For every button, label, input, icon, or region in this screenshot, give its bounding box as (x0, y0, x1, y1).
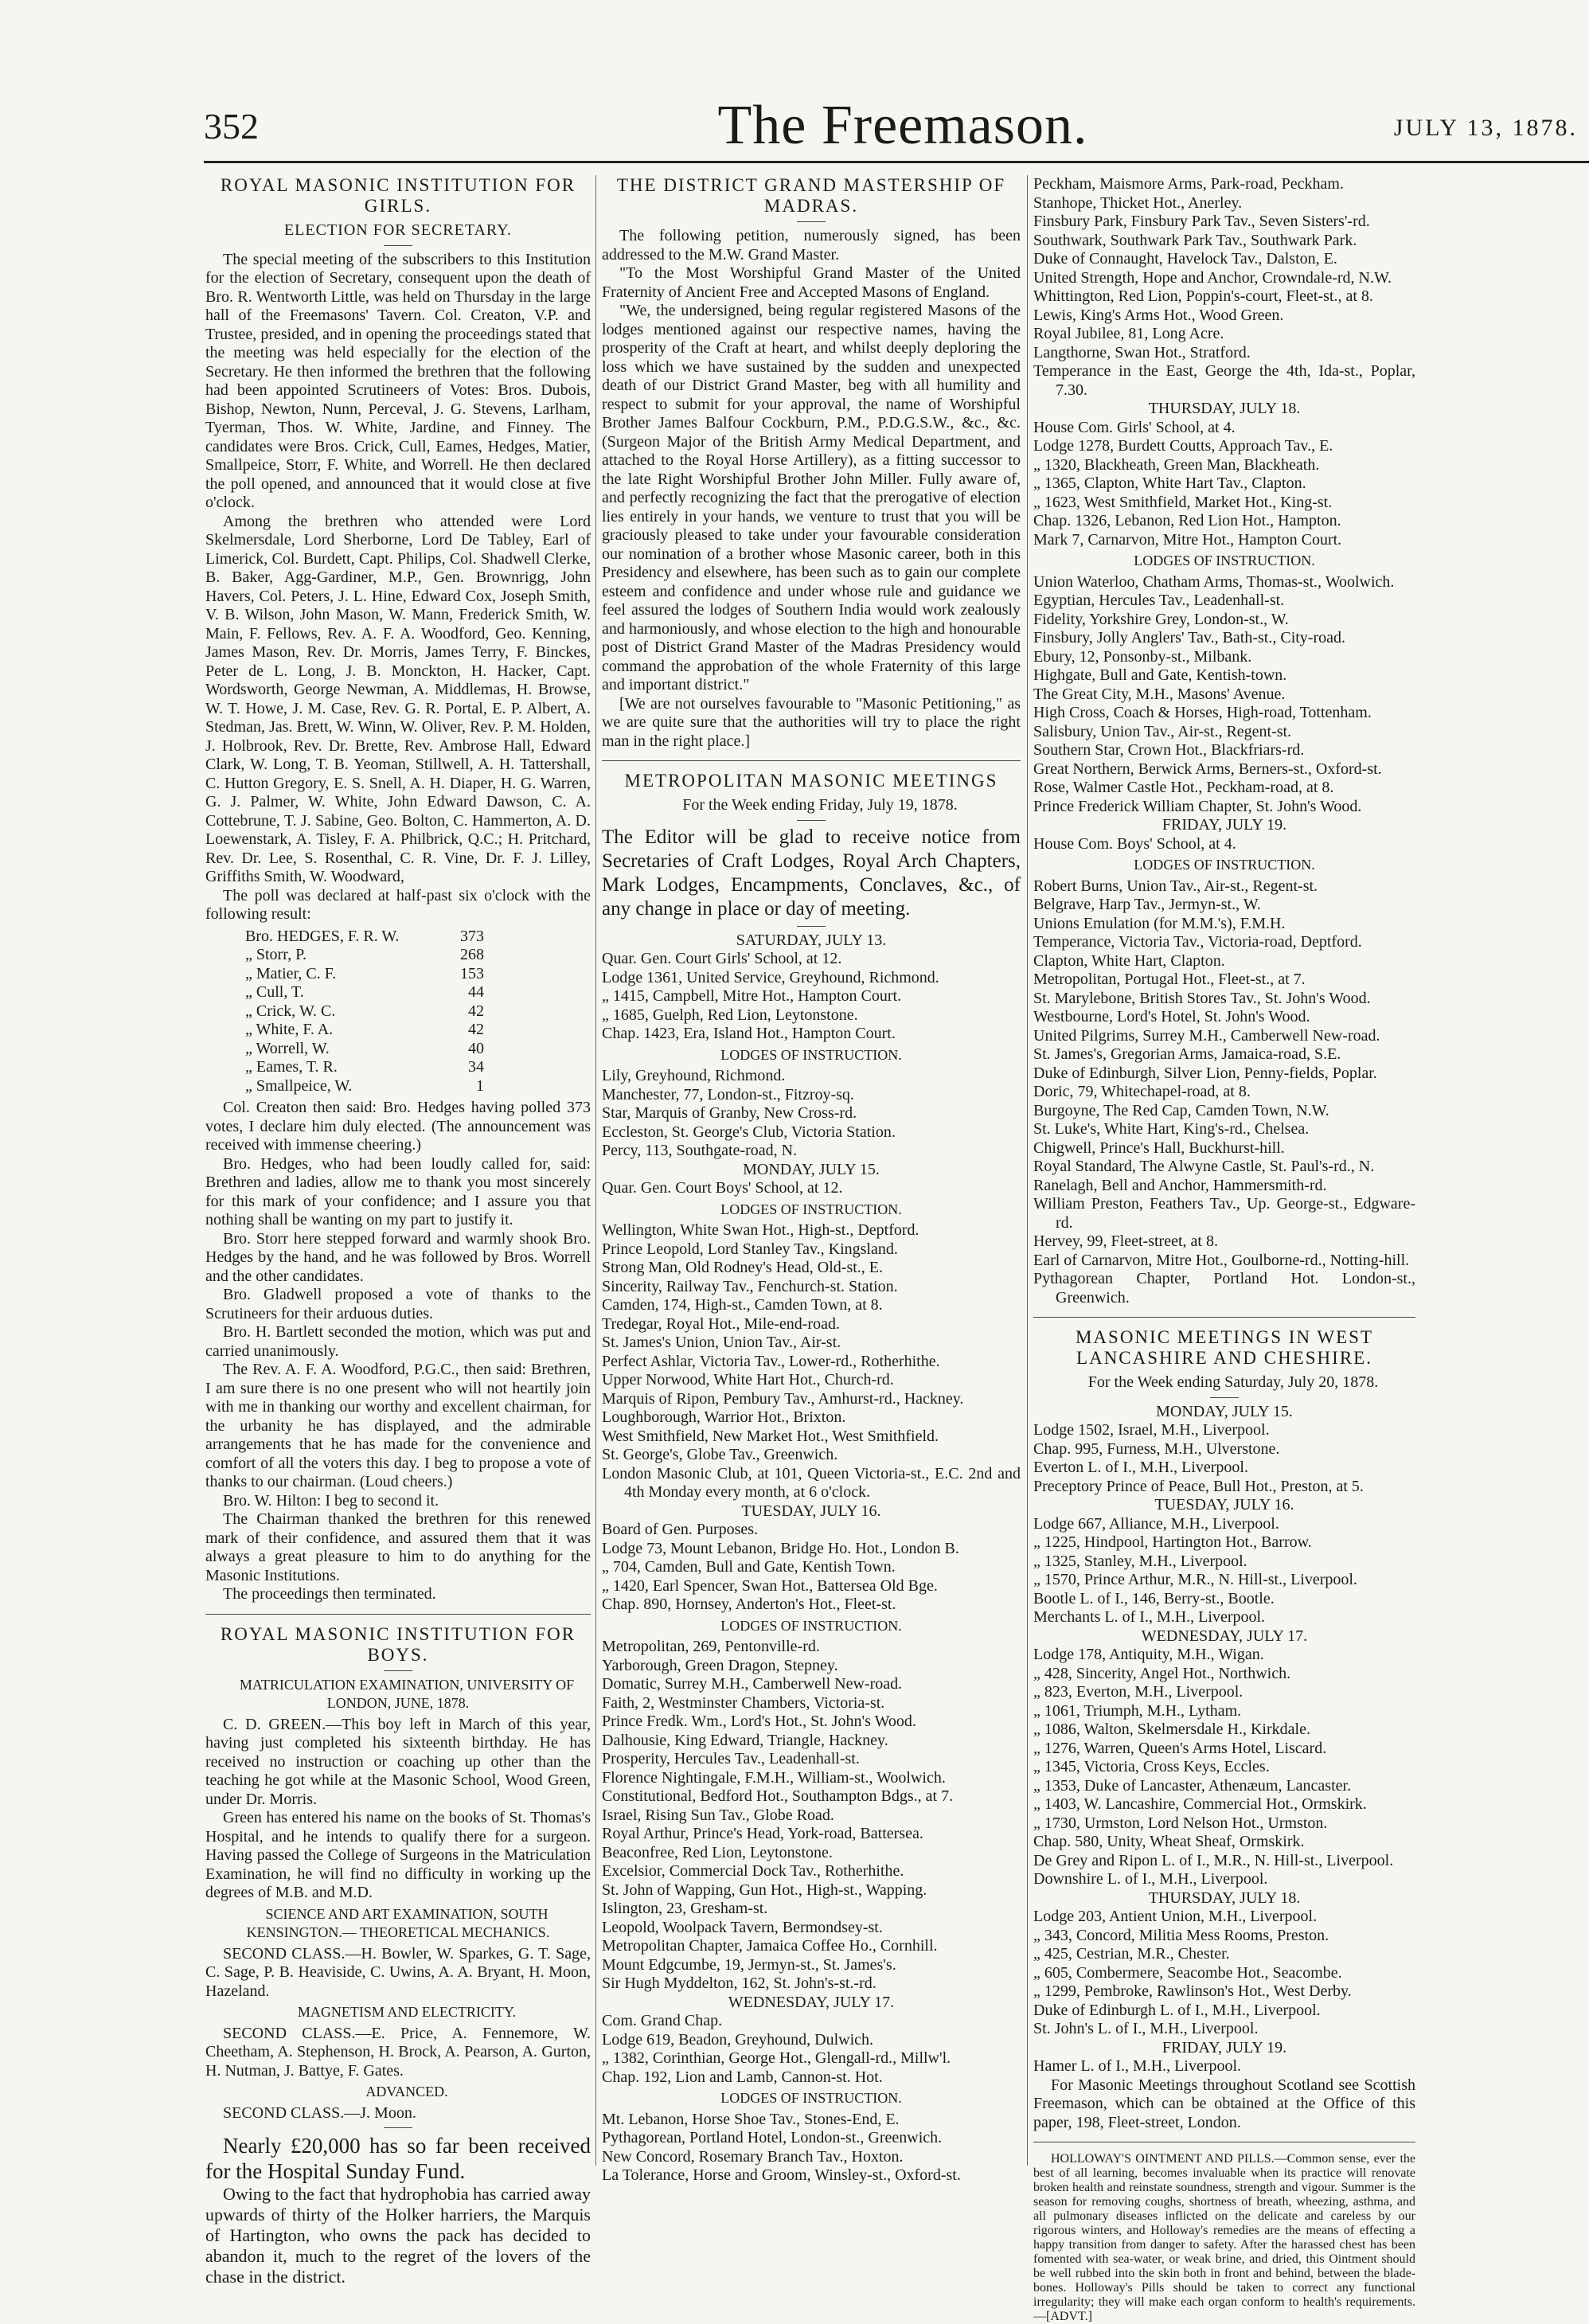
paragraph: Among the brethren who attended were Lord Skelmersdale, Lord Sherborne, Lord De Tabley, Earl of Limerick, Col. Burdett, Capt. Philips, Col. Shadwell Clerke, B. Baker, Agg-Gardiner, M.P., Gen. Brownrigg, John Havers, Col. Peters, J. L. Hine, Edward Cox, Joseph Smith, V. B. Wilson, John Mason, W. Mann, Frederick Smith, W. Main, F. Fellows, Rev. A. F. A. Woodford, Geo. Kenning, James Mason, Rev. Dr. Morris, James Terry, F. Binckes, Peter de L. Long, J. B. Monckton, H. Hacker, Capt. Wordsworth, George Newman, A. Middlemas, H. Browse, W. T. Howe, J. M. Case, Rev. G. R. Portal, E. P. Albert, A. Stedman, Jas. Brett, W. Winn, W. Oliver, Rev. P. M. Holden, J. Holbrook, Rev. Dr. Brette, Rev. Ambrose Hall, Edward Clark, W. Long, T. B. Yeoman, Stillwell, A. H. Tattershall, C. Hutton Gregory, E. S. Snell, A. H. Diaper, H. G. Warren, G. J. Palmer, W. White, John Edward Dawson, C. A. Cottebrune, T. J. Sabine, Geo. Bolton, C. Hammerton, A. D. Loewenstark, A. Tisley, F. A. Philbrick, Q.C.; H. Pritchard, Rev. Dr. Lee, S. Rosenthal, C. R. Vine, Dr. F. J. Lilley, Griffiths Smith, W. Woodward, (205, 512, 591, 885)
meeting-line: Chap. 580, Unity, Wheat Sheaf, Ormskirk. (1033, 1833, 1305, 1850)
meeting-line: Duke of Edinburgh, Silver Lion, Penny-fields, Poplar. (1033, 1064, 1377, 1082)
meeting-line: William Preston, Feathers Tav., Up. George-st., Edgware-rd. (1033, 1195, 1415, 1232)
paragraph: Bro. Hedges, who had been loudly called for, said: Brethren and ladies, allow me to thank you most sincerely for this mark of your confidence; and I assure you that nothing shall be wanting on my part to justify it. (205, 1154, 591, 1228)
meeting-line: Wellington, White Swan Hot., High-st., Deptford. (602, 1221, 919, 1239)
meeting-line: Florence Nightingale, F.M.H., William-st., Woolwich. (602, 1768, 946, 1787)
meeting-line: Sincerity, Railway Tav., Fenchurch-st. Station. (602, 1277, 898, 1295)
meeting-line: Mark 7, Carnarvon, Mitre Hot., Hampton Court. (1033, 530, 1342, 549)
paragraph: The Rev. A. F. A. Woodford, P.G.C., then said: Brethren, I am sure there is no one present who will not heartily join with me in thanking our worthy and excellent chairman, for the urbanity he has displayed, and the admirable arrangements that he has made for the convenience and comfort of all the voters this day. I beg to propose a vote of thanks to our chairman. (Loud cheers.) (205, 1361, 591, 1490)
meeting-line: „ 1730, Urmston, Lord Nelson Hot., Urmston. (1033, 1814, 1328, 1832)
meeting-line: Com. Grand Chap. (602, 2012, 723, 2029)
meeting-line: Earl of Carnarvon, Mitre Hot., Goulborne-rd., Notting-hill. (1033, 1251, 1410, 1269)
paragraph: Bro. Gladwell proposed a vote of thanks to the Scrutineers for their arduous duties. (205, 1286, 591, 1322)
meeting-line: Prosperity, Hercules Tav., Leadenhall-st. (602, 1750, 860, 1767)
meeting-line: Pythagorean, Portland Hotel, London-st., Greenwich. (602, 2129, 943, 2146)
meeting-line: Hamer L. of I., M.H., Liverpool. (1033, 2057, 1242, 2075)
meeting-line: Prince Fredk. Wm., Lord's Hot., St. John's Wood. (602, 1713, 916, 1730)
meeting-line: Lodge 1502, Israel, M.H., Liverpool. (1033, 1421, 1270, 1439)
meeting-line: St. James's Union, Union Tav., Air-st. (602, 1334, 841, 1351)
meeting-line: Quar. Gen. Court Boys' School, at 12. (602, 1179, 843, 1197)
meeting-line: Lodge 178, Antiquity, M.H., Wigan. (1033, 1646, 1264, 1663)
meeting-line: Rose, Walmer Castle Hot., Peckham-road, at 8. (1033, 779, 1334, 796)
meeting-line: Excelsior, Commercial Dock Tav., Rotherhithe. (602, 1862, 904, 1880)
meeting-line: Ranelagh, Bell and Anchor, Hammersmith-rd. (1033, 1176, 1327, 1194)
divider (797, 221, 826, 222)
meeting-line: Lewis, King's Arms Hot., Wood Green. (1033, 306, 1284, 324)
poll-row: „ Cull, T. 44 (245, 983, 484, 1001)
meeting-line: „ 1403, W. Lancashire, Commercial Hot., Ormskirk. (1033, 1795, 1367, 1813)
meeting-line: Egyptian, Hercules Tav., Leadenhall-st. (1033, 592, 1285, 609)
poll-row: „ Storr, P. 268 (245, 946, 484, 963)
meeting-line: Everton L. of I., M.H., Liverpool. (1033, 1459, 1248, 1476)
article-subheading: ELECTION FOR SECRETARY. (283, 221, 513, 239)
paragraph: Nearly £20,000 has so far been received for the Hospital Sunday Fund. (205, 2134, 591, 2183)
meeting-line: Belgrave, Harp Tav., Jermyn-st., W. (1033, 896, 1261, 913)
paragraph: SECOND CLASS.—J. Moon. (223, 2103, 416, 2122)
meeting-line: Downshire L. of I., M.H., Liverpool. (1033, 1870, 1268, 1888)
meeting-line: Robert Burns, Union Tav., Air-st., Regent-st. (1033, 877, 1318, 895)
meeting-line: St. Marylebone, British Stores Tav., St. John's Wood. (1033, 989, 1371, 1007)
paragraph: The proceedings then terminated. (223, 1585, 436, 1603)
divider (384, 2127, 412, 2128)
day-heading: TUESDAY, JULY 16. (1154, 1496, 1294, 1514)
meeting-line: Marquis of Ripon, Pembury Tav., Amhurst-rd., Hackney. (602, 1389, 964, 1408)
article-separator (205, 1614, 591, 1615)
paragraph: The following petition, numerously signed, has been addressed to the M.W. Grand Master. (602, 227, 1021, 264)
meeting-line: St. John of Wapping, Gun Hot., High-st., Wapping. (602, 1881, 927, 1899)
poll-row: Bro. HEDGES, F. R. W. 373 (245, 927, 484, 945)
meeting-line: „ 823, Everton, M.H., Liverpool. (1033, 1683, 1243, 1701)
meeting-line: Fidelity, Yorkshire Grey, London-st., W. (1033, 610, 1289, 628)
day-heading: SATURDAY, JULY 13. (736, 931, 887, 949)
meeting-line: Chap. 1326, Lebanon, Red Lion Hot., Hampton. (1033, 512, 1341, 529)
column-3 (1033, 175, 1415, 2324)
meeting-line: Whittington, Red Lion, Poppin's-court, Fleet-st., at 8. (1033, 287, 1373, 305)
meeting-line: Finsbury Park, Finsbury Park Tav., Seven Sisters'-rd. (1033, 213, 1370, 230)
meeting-line: Southern Star, Crown Hot., Blackfriars-rd. (1033, 741, 1305, 759)
meeting-line: Metropolitan Chapter, Jamaica Coffee Ho., Cornhill. (602, 1937, 938, 1955)
meeting-line: Yarborough, Green Dragon, Stepney. (602, 1656, 838, 1674)
meeting-line: Burgoyne, The Red Cap, Camden Town, N.W. (1033, 1101, 1329, 1119)
meeting-line: Stanhope, Thicket Hot., Anerley. (1033, 193, 1243, 212)
meeting-line: Strong Man, Old Rodney's Head, Old-st., E. (602, 1259, 884, 1276)
meeting-line: „ 1570, Prince Arthur, M.R., N. Hill-st., Liverpool. (1033, 1571, 1357, 1588)
meeting-line: Beaconfree, Red Lion, Leytonstone. (602, 1843, 833, 1861)
meeting-line: Mt. Lebanon, Horse Shoe Tav., Stones-End, E. (602, 2110, 900, 2128)
meeting-line: Tredegar, Royal Hot., Mile-end-road. (602, 1314, 840, 1333)
meeting-line: Salisbury, Union Tav., Air-st., Regent-st. (1033, 722, 1292, 740)
meeting-line: Prince Leopold, Lord Stanley Tav., Kingsland. (602, 1240, 898, 1258)
meeting-line: „ 1382, Corinthian, George Hot., Glengall-rd., Millw'l. (602, 2049, 951, 2067)
meeting-line: Lodge 203, Antient Union, M.H., Liverpool. (1033, 1908, 1318, 1925)
day-heading: FRIDAY, JULY 19. (1161, 2038, 1287, 2056)
meeting-line: Perfect Ashlar, Victoria Tav., Lower-rd., Rotherhithe. (602, 1352, 940, 1370)
meeting-line: Lodge 1278, Burdett Coutts, Approach Tav., E. (1033, 437, 1333, 455)
poll-row: „ Smallpeice, W. 1 (245, 1076, 484, 1095)
meeting-line: Islington, 23, Gresham-st. (602, 1900, 768, 1917)
meeting-line: Sir Hugh Myddelton, 162, St. John's-st.-rd. (602, 1974, 876, 1992)
meeting-line: United Strength, Hope and Anchor, Crowndale-rd, N.W. (1033, 268, 1392, 287)
meeting-line: Duke of Edinburgh L. of I., M.H., Liverpool. (1033, 2001, 1321, 2019)
paragraph: C. D. GREEN.—This boy left in March of this year, having just completed his sixteenth birthday. He has received no instruction or coaching up other than the teaching he got while at the Masonic School, Wood Green, under Dr. Morris. (205, 1715, 591, 1808)
meeting-line: Lodge 667, Alliance, M.H., Liverpool. (1033, 1514, 1279, 1533)
meeting-line: „ 704, Camden, Bull and Gate, Kentish Town. (602, 1558, 896, 1576)
meeting-line: St. George's, Globe Tav., Greenwich. (602, 1446, 838, 1463)
subheading: MATRICULATION EXAMINATION, UNIVERSITY OF LONDON, JUNE, 1878. (239, 1676, 575, 1711)
subheading: SCIENCE AND ART EXAMINATION, SOUTH KENSINGTON.— THEORETICAL MECHANICS. (246, 1905, 550, 1940)
meeting-line: House Com. Girls' School, at 4. (1033, 418, 1236, 436)
meeting-line: Great Northern, Berwick Arms, Berners-st., Oxford-st. (1033, 760, 1382, 778)
meeting-line: „ 425, Cestrian, M.R., Chester. (1033, 1945, 1230, 1963)
issue-date: JULY 13, 1878. (1393, 115, 1578, 141)
meeting-line: „ 343, Concord, Militia Mess Rooms, Preston. (1033, 1926, 1329, 1944)
meeting-line: „ 1320, Blackheath, Green Man, Blackheath. (1033, 455, 1320, 474)
day-heading: FRIDAY, JULY 19. (1161, 816, 1287, 834)
divider (384, 245, 412, 246)
poll-results (245, 928, 591, 1096)
poll-row: „ White, F. A. 42 (245, 1021, 484, 1038)
column-divider (1027, 175, 1028, 2166)
paragraph: "To the Most Worshipful Grand Master of the United Fraternity of Ancient Free and Accepted Masons of England. (602, 264, 1021, 301)
meeting-line: „ 605, Combermere, Seacombe Hot., Seacombe. (1033, 1963, 1342, 1982)
meeting-line: La Tolerance, Horse and Groom, Winsley-st., Oxford-st. (602, 2166, 961, 2184)
meeting-line: „ 1685, Guelph, Red Lion, Leytonstone. (602, 1006, 858, 1024)
meeting-line: The Great City, M.H., Masons' Avenue. (1033, 685, 1286, 703)
meeting-line: West Smithfield, New Market Hot., West Smithfield. (602, 1427, 939, 1445)
lodges-heading: LODGES OF INSTRUCTION. (720, 2090, 902, 2106)
meeting-line: De Grey and Ripon L. of I., M.R., N. Hill-st., Liverpool. (1033, 1851, 1394, 1869)
meeting-line: Doric, 79, Whitechapel-road, at 8. (1033, 1083, 1251, 1100)
day-heading: THURSDAY, JULY 18. (1148, 400, 1301, 417)
subheading: For the Week ending Friday, July 19, 1878. (682, 796, 958, 814)
lodges-heading: LODGES OF INSTRUCTION. (720, 1201, 902, 1217)
meeting-line: Dalhousie, King Edward, Triangle, Hackney. (602, 1731, 888, 1749)
meeting-line: London Masonic Club, at 101, Queen Victoria-st., E.C. 2nd and 4th Monday every month, at 6 o'clock. (602, 1464, 1021, 1501)
meeting-line: Mount Edgcumbe, 19, Jermyn-st., St. James's. (602, 1955, 896, 1974)
editor-notice: The Editor will be glad to receive notice from Secretaries of Craft Lodges, Royal Arch Chapters, Mark Lodges, Encampments, Conclaves, &c., of any change in place or day of meeting. (602, 826, 1021, 920)
article-separator (602, 760, 1021, 761)
day-heading: MONDAY, JULY 15. (1156, 1402, 1293, 1420)
meeting-line: St. James's, Gregorian Arms, Jamaica-road, S.E. (1033, 1045, 1341, 1063)
meeting-line: Preceptory Prince of Peace, Bull Hot., Preston, at 5. (1033, 1477, 1364, 1495)
meeting-line: Quar. Gen. Court Girls' School, at 12. (602, 950, 842, 967)
paragraph: Bro. H. Bartlett seconded the motion, which was put and carried unanimously. (205, 1323, 591, 1360)
meeting-line: „ 1276, Warren, Queen's Arms Hotel, Liscard. (1033, 1739, 1327, 1757)
meeting-line: Royal Jubilee, 81, Long Acre. (1033, 325, 1224, 342)
meeting-line: Royal Standard, The Alwyne Castle, St. Paul's-rd., N. (1033, 1158, 1375, 1175)
meeting-line: „ 1061, Triumph, M.H., Lytham. (1033, 1701, 1242, 1720)
day-heading: THURSDAY, JULY 18. (1148, 1888, 1301, 1907)
meeting-line: „ 1325, Stanley, M.H., Liverpool. (1033, 1552, 1247, 1570)
page-number: 352 (204, 106, 259, 146)
meeting-line: Southwark, Southwark Park Tav., Southwark Park. (1033, 231, 1357, 249)
paragraph: SECOND CLASS.—E. Price, A. Fennemore, W. Cheetham, A. Stephenson, H. Brock, A. Pearson, A. Gurton, H. Nutman, J. Battye, F. Gates. (205, 2024, 591, 2080)
meeting-line: Star, Marquis of Granby, New Cross-rd. (602, 1104, 857, 1122)
paragraph: [We are not ourselves favourable to "Masonic Petitioning," as we are quite sure that the authorities will try to place the right man in the right place.] (602, 694, 1021, 750)
article-heading: MASONIC MEETINGS IN WEST LANCASHIRE AND CHESHIRE. (1075, 1327, 1374, 1368)
meeting-line: Faith, 2, Westminster Chambers, Victoria-st. (602, 1693, 885, 1712)
article-heading: THE DISTRICT GRAND MASTERSHIP OF MADRAS. (616, 175, 1006, 216)
divider (384, 1670, 412, 1671)
paragraph: Green has entered his name on the books of St. Thomas's Hospital, and he intends to qualify there for a surgeon. Having passed the College of Surgeons in the Matriculation Examination, he will find no difficulty in working up the degrees of M.B. and M.D. (205, 1809, 591, 1901)
meeting-line: Israel, Rising Sun Tav., Globe Road. (602, 1806, 834, 1824)
meeting-line: New Concord, Rosemary Branch Tav., Hoxton. (602, 2147, 904, 2166)
column-2 (602, 175, 1021, 2185)
meeting-line: Unions Emulation (for M.M.'s), F.M.H. (1033, 914, 1286, 932)
meeting-line: „ 1623, West Smithfield, Market Hot., King-st. (1033, 493, 1333, 511)
meeting-line: Metropolitan, Portugal Hot., Fleet-st., at 7. (1033, 971, 1306, 988)
paragraph: Bro. Storr here stepped forward and warmly shook Bro. Hedges by the hand, and he was followed by Bros. Worrell and the other candidates. (205, 1229, 591, 1285)
divider (1210, 1397, 1239, 1398)
meeting-line: Merchants L. of I., M.H., Liverpool. (1033, 1608, 1266, 1626)
divider (797, 926, 826, 927)
meeting-line: Highgate, Bull and Gate, Kentish-town. (1033, 666, 1287, 684)
day-heading: WEDNESDAY, JULY 17. (728, 1993, 895, 2011)
paragraph: SECOND CLASS.—H. Bowler, W. Sparkes, G. T. Sage, C. Sage, P. B. Heaviside, C. Uwins, A. A. Bryant, H. Moon, Hazeland. (205, 1944, 591, 2000)
meeting-line: Percy, 113, Southgate-road, N. (602, 1142, 798, 1159)
meeting-line: „ 428, Sincerity, Angel Hot., Northwich. (1033, 1664, 1291, 1682)
meeting-line: Hervey, 99, Fleet-street, at 8. (1033, 1232, 1218, 1250)
poll-row: „ Matier, C. F. 153 (245, 964, 484, 982)
paragraph: The Chairman thanked the brethren for this renewed mark of their confidence, and assured them that it was always a great pleasure to him to do anything for the Masonic Institutions. (205, 1510, 591, 1584)
meeting-line: Metropolitan, 269, Pentonville-rd. (602, 1638, 820, 1655)
subheading: MAGNETISM AND ELECTRICITY. (297, 2004, 517, 2020)
column-divider (595, 175, 596, 2166)
meeting-line: Lodge 1361, United Service, Greyhound, Richmond. (602, 968, 939, 986)
meeting-line: Bootle L. of I., 146, Berry-st., Bootle. (1033, 1589, 1275, 1607)
paragraph: The poll was declared at half-past six o'clock with the following result: (205, 886, 591, 923)
poll-row: „ Worrell, W. 40 (245, 1039, 484, 1057)
paragraph: Owing to the fact that hydrophobia has carried away upwards of thirty of the Holker harriers, the Marquis of Hartington, who owns the pack has decided to abandon it, much to the regret of the lovers of the chase in the district. (205, 2184, 591, 2287)
lodges-heading: LODGES OF INSTRUCTION. (720, 1617, 902, 1634)
meeting-line: Temperance, Victoria Tav., Victoria-road, Deptford. (1033, 933, 1362, 951)
masthead (204, 94, 1589, 162)
day-heading: TUESDAY, JULY 16. (741, 1502, 881, 1520)
meeting-line: „ 1353, Duke of Lancaster, Athenæum, Lancaster. (1033, 1776, 1352, 1795)
article-heading: METROPOLITAN MASONIC MEETINGS (624, 771, 998, 791)
subheading: For the Week ending Saturday, July 20, 1878. (1087, 1373, 1379, 1391)
meeting-line: Peckham, Maismore Arms, Park-road, Peckham. (1033, 175, 1344, 193)
paragraph: Bro. W. Hilton: I beg to second it. (223, 1491, 439, 1510)
meeting-line: „ 1225, Hindpool, Hartington Hot., Barrow. (1033, 1533, 1312, 1551)
article-separator (1033, 1317, 1415, 1318)
meeting-line: „ 1365, Clapton, White Hart Tav., Clapton. (1033, 475, 1306, 492)
paragraph: "We, the undersigned, being regular registered Masons of the lodges mentioned against our respective names, having the prosperity of the Craft at heart, and whilst deeply deploring the loss which we have sustained by the sudden and unexpected death of our District Grand Master, beg with all humility and respect to submit for your approval, the name of Worshipful Brother James Balfour Cockburn, P.M., P.D.G.S.W., &c., &c. (Surgeon Major of the British Army Medical Department, and attached to the Royal Horse Artillery), as a fitting successor to the late Right Worshipful Brother John Miller. Fully aware of, and perfectly recognizing the fact that the prerogative of election lies entirely in your hands, we venture to trust that you will be graciously pleased to take under your favourable consideration our nomination of a brother whose Masonic career, both in this Presidency and elsewhere, has been such as to gain our complete esteem and confidence and under whose rule and guidance we feel assured the lodges of Southern India would work zealously and harmoniously, and whose election to the high and honourable post of District Grand Master of the Madras Presidency would command the approbation of the whole Fraternity of this large and important district." (602, 302, 1021, 693)
meeting-line: United Pilgrims, Surrey M.H., Camberwell New-road. (1033, 1026, 1380, 1045)
meeting-line: Clapton, White Hart, Clapton. (1033, 951, 1225, 970)
meeting-line: „ 1345, Victoria, Cross Keys, Eccles. (1033, 1758, 1270, 1775)
meeting-line: Ebury, 12, Ponsonby-st., Milbank. (1033, 647, 1252, 666)
paragraph: Col. Creaton then said: Bro. Hedges having polled 373 votes, I declare him duly elected. (The announcement was received with immense cheering.) (205, 1099, 591, 1154)
meeting-line: St. John's L. of I., M.H., Liverpool. (1033, 2020, 1259, 2037)
meeting-line: Chap. 995, Furness, M.H., Ulverstone. (1033, 1439, 1280, 1458)
meetings-list (602, 932, 1021, 2185)
lodges-heading: LODGES OF INSTRUCTION. (1134, 553, 1315, 568)
meeting-line: Prince Frederick William Chapter, St. John's Wood. (1033, 797, 1362, 815)
day-heading: WEDNESDAY, JULY 17. (1141, 1627, 1308, 1645)
meeting-line: Finsbury, Jolly Anglers' Tav., Bath-st., City-road. (1033, 629, 1346, 646)
meeting-line: Chap. 890, Hornsey, Anderton's Hot., Fleet-st. (602, 1596, 896, 1613)
lodges-heading: LODGES OF INSTRUCTION. (1134, 857, 1315, 873)
meeting-line: Temperance in the East, George the 4th, Ida-st., Poplar, 7.30. (1033, 362, 1415, 399)
subheading: ADVANCED. (365, 2084, 448, 2099)
advertisement: HOLLOWAY'S OINTMENT AND PILLS.—Common sense, ever the best of all learning, becomes invaluable when its practice will renovate broken health and reinstate soundness, strength and vigour. Summer is the season for removing coughs, shortness of breath, wheezing, asthma, and all pulmonary diseases inflicted on the delicate and careless by our rigorous winters, and Holloway's remedies are the means of effecting a happy transition from danger to safety. After the harassed chest has been fomented with sea-water, or weak brine, and dried, this Ointment should be well rubbed into the skin both in front and behind, between the blade-bones. Holloway's Pills should be taken to correct any functional irregularity; they will make each organ conform to health's requirements.—[ADVT.] (1033, 2152, 1415, 2323)
meeting-line: Camden, 174, High-st., Camden Town, at 8. (602, 1296, 883, 1314)
meetings-list (1033, 175, 1415, 1307)
meeting-line: Leopold, Woolpack Tavern, Bermondsey-st. (602, 1918, 883, 1936)
meeting-line: Board of Gen. Purposes. (602, 1521, 759, 1538)
article-heading: ROYAL MASONIC INSTITUTION FOR BOYS. (220, 1623, 576, 1665)
meeting-line: St. Luke's, White Hart, King's-rd., Chelsea. (1033, 1120, 1310, 1138)
meeting-line: Upper Norwood, White Hart Hot., Church-rd. (602, 1371, 894, 1389)
meeting-line: House Com. Boys' School, at 4. (1033, 834, 1236, 853)
meeting-line: Union Waterloo, Chatham Arms, Thomas-st., Woolwich. (1033, 572, 1395, 591)
meetings-list (1033, 1403, 1415, 2076)
divider (797, 820, 826, 821)
meeting-line: „ 1086, Walton, Skelmersdale H., Kirkdale. (1033, 1721, 1310, 1738)
meeting-line: Chigwell, Prince's Hall, Buckhurst-hill. (1033, 1139, 1285, 1157)
meeting-line: Eccleston, St. George's Club, Victoria Station. (602, 1123, 896, 1141)
meeting-line: Lodge 73, Mount Lebanon, Bridge Ho. Hot., London B. (602, 1539, 959, 1557)
meeting-line: Pythagorean Chapter, Portland Hot. London-st., Greenwich. (1033, 1270, 1415, 1307)
poll-row: „ Eames, T. R. 34 (245, 1058, 484, 1076)
meeting-line: „ 1420, Earl Spencer, Swan Hot., Battersea Old Bge. (602, 1576, 938, 1595)
day-heading: MONDAY, JULY 15. (743, 1160, 880, 1178)
meeting-line: Domatic, Surrey M.H., Camberwell New-road. (602, 1675, 903, 1693)
meeting-line: „ 1299, Pembroke, Rawlinson's Hot., West Derby. (1033, 1982, 1352, 2000)
meeting-line: Chap. 1423, Era, Island Hot., Hampton Court. (602, 1025, 896, 1042)
meeting-line: Lodge 619, Beadon, Greyhound, Dulwich. (602, 2030, 874, 2049)
meeting-line: Loughborough, Warrior Hot., Brixton. (602, 1408, 846, 1426)
meeting-line: Royal Arthur, Prince's Head, York-road, Battersea. (602, 1825, 923, 1842)
meeting-line: Manchester, 77, London-st., Fitzroy-sq. (602, 1085, 854, 1103)
lodges-heading: LODGES OF INSTRUCTION. (720, 1046, 902, 1063)
meeting-line: Lily, Greyhound, Richmond. (602, 1067, 786, 1084)
article-heading: ROYAL MASONIC INSTITUTION FOR GIRLS. (220, 175, 576, 216)
meeting-line: Westbourne, Lord's Hotel, St. John's Wood. (1033, 1008, 1310, 1025)
poll-row: „ Crick, W. C. 42 (245, 1002, 484, 1020)
meeting-line: Duke of Connaught, Havelock Tav., Dalston, E. (1033, 250, 1337, 268)
meeting-line: „ 1415, Campbell, Mitre Hot., Hampton Court. (602, 987, 902, 1005)
meeting-line: Langthorne, Swan Hot., Stratford. (1033, 343, 1251, 361)
meeting-line: High Cross, Coach & Horses, High-road, Tottenham. (1033, 704, 1372, 721)
column-1 (205, 175, 591, 2287)
paragraph: The special meeting of the subscribers to this Institution for the election of Secretary, consequent upon the death of Bro. R. Wentworth Little, was held on Thursday in the large hall of the Freemasons' Tavern. Col. Creaton, V.P. and Trustee, presided, and in opening the proceedings stated that the meeting was held especially for the election of the Secretary. He then informed the brethren that the following had been appointed Scrutineers of Votes: Bros. Dubois, Bishop, Newton, Nunn, Perceval, J. G. Stevens, Larlham, Tyerman, Thos. W. White, Jardine, and Finney. The candidates were Bros. Crick, Cull, Eames, Hedges, Matier, Smallpeice, Storr, F. White, and Worrell. He then declared the poll opened, and announced that it would close at five o'clock. (205, 250, 591, 511)
meeting-line: Constitutional, Bedford Hot., Southampton Bdgs., at 7. (602, 1787, 954, 1805)
masthead-rule (204, 161, 1589, 163)
newspaper-title: The Freemason. (717, 95, 1088, 156)
meeting-line: Chap. 192, Lion and Lamb, Cannon-st. Hot. (602, 2068, 883, 2086)
paragraph: For Masonic Meetings throughout Scotland see Scottish Freemason, which can be obtained at the Office of this paper, 198, Fleet-street, London. (1033, 2076, 1415, 2131)
